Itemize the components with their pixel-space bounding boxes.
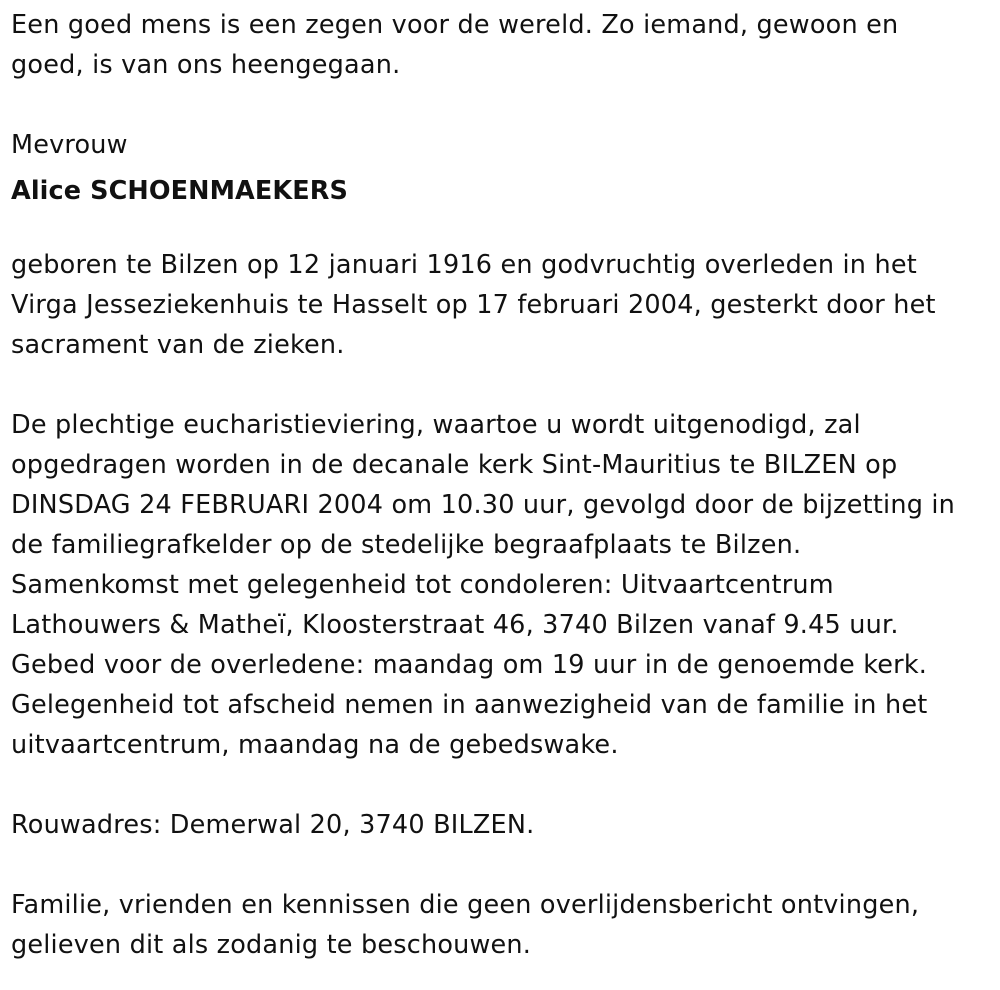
birth-death-line-3: sacrament van de zieken. [11, 330, 345, 360]
spacer [11, 845, 991, 885]
spacer [11, 365, 991, 405]
closing-paragraph [11, 885, 991, 965]
ceremony-paragraph [11, 405, 991, 765]
birth-death-paragraph [11, 245, 991, 365]
ceremony-line-3: DINSDAG 24 FEBRUARI 2004 om 10.30 uur, gevolgd door de bijzetting in [11, 490, 956, 520]
ceremony-line-4: de familiegrafkelder op de stedelijke begraafplaats te Bilzen. [11, 530, 802, 560]
intro-line-1: Een goed mens is een zegen voor de wereld. Zo iemand, gewoon en [11, 10, 899, 40]
birth-death-line-1: geboren te Bilzen op 12 januari 1916 en godvruchtig overleden in het [11, 250, 917, 280]
ceremony-line-6: Lathouwers & Matheï, Kloosterstraat 46, 3740 Bilzen vanaf 9.45 uur. [11, 610, 899, 640]
ceremony-line-2: opgedragen worden in de decanale kerk Sint-Mauritius te BILZEN op [11, 450, 898, 480]
ceremony-line-8: Gelegenheid tot afscheid nemen in aanwezigheid van de familie in het [11, 690, 928, 720]
intro-paragraph [11, 5, 991, 85]
spacer [11, 85, 991, 125]
birth-death-line-2: Virga Jesseziekenhuis te Hasselt op 17 februari 2004, gesterkt door het [11, 290, 936, 320]
deceased-name: Alice SCHOENMAEKERS [11, 176, 348, 206]
spacer [11, 765, 991, 805]
closing-line-1: Familie, vrienden en kennissen die geen overlijdensbericht ontvingen, [11, 890, 920, 920]
mourning-address: Rouwadres: Demerwal 20, 3740 BILZEN. [11, 810, 535, 840]
ceremony-line-1: De plechtige eucharistieviering, waartoe u wordt uitgenodigd, zal [11, 410, 861, 440]
intro-line-2: goed, is van ons heengegaan. [11, 50, 401, 80]
spacer [11, 211, 991, 245]
obituary-document [11, 5, 991, 965]
ceremony-line-7: Gebed voor de overledene: maandag om 19 uur in de genoemde kerk. [11, 650, 928, 680]
closing-line-2: gelieven dit als zodanig te beschouwen. [11, 930, 532, 960]
deceased-honorific: Mevrouw [11, 130, 128, 160]
ceremony-line-9: uitvaartcentrum, maandag na de gebedswake. [11, 730, 619, 760]
ceremony-line-5: Samenkomst met gelegenheid tot condoleren: Uitvaartcentrum [11, 570, 834, 600]
